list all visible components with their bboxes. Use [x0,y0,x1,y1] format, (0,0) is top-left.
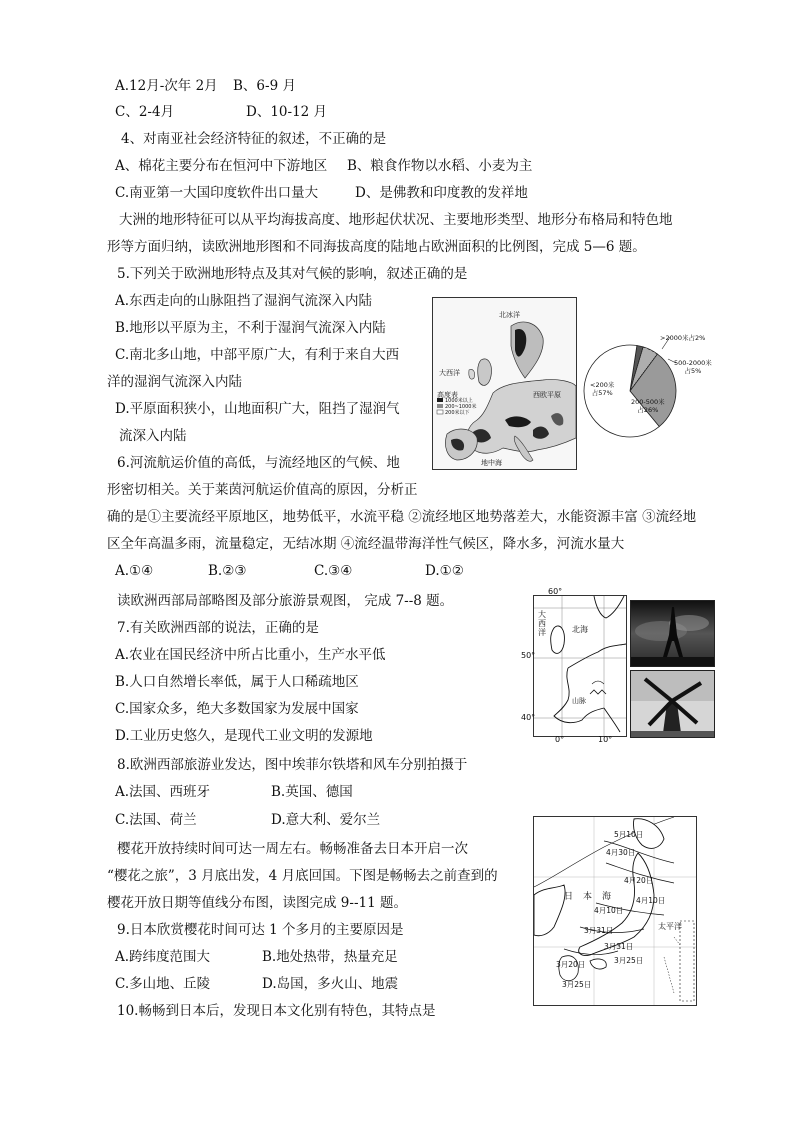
pie-label-lt200-pct: 占57% [591,389,613,397]
date-mar-31-south: 3月31日 [604,942,634,951]
lon-0-label: 0° [555,735,565,744]
option-8b: B.英国、德国 [271,784,353,800]
pie-label-lt200 [590,381,614,397]
intro-7-8: 读欧洲西部局部略图及部分旅游景观图， 完成 7--8 题。 [117,593,454,609]
option-3d: D、10-12 月 [246,104,328,120]
option-7a: A.农业在国民经济中所占比重小，生产水平低 [115,647,386,663]
date-apr-30: 4月30日 [606,848,636,857]
option-9b: B.地处热带，热量充足 [262,949,398,965]
pacific-label: 太平洋 [658,922,682,931]
west-europe-plain-label: 西欧平原 [533,391,561,399]
europe-map-drawing [433,298,576,469]
atlantic-label: 大西洋 [439,369,460,377]
option-8a: A.法国、西班牙 [115,784,211,800]
option-4a: A、棉花主要分布在恒河中下游地区 [115,158,328,174]
western-atlantic-label: 大西洋 [538,610,546,637]
intro-5-6-line1: 大洲的地形特征可以从平均海拔高度、地形起伏状况、主要地形类型、地形分布格局和特色地 [119,212,673,228]
option-5c-cont: 洋的湿润气流深入内陆 [107,374,242,390]
intro-5-6-line2: 形等方面归纳，读欧洲地形图和不同海拔高度的陆地占欧洲面积的比例图，完成 5—6 题。 [107,239,646,255]
date-apr-20: 4月20日 [624,876,654,885]
date-mar-25-east: 3月25日 [614,956,644,965]
option-3b: B、6-9 月 [233,78,296,94]
option-7d: D.工业历史悠久，是现代工业文明的发源地 [115,728,373,744]
date-mar-20: 3月20日 [556,960,586,969]
option-8c: C.法国、荷兰 [115,812,197,828]
intro-9-11-line1: 樱花开放持续时间可达一周左右。畅畅准备去日本开启一次 [117,841,468,857]
option-6a: A.①④ [115,563,154,579]
pie-label-200-500-range: 200-500米 [631,398,665,406]
question-7: 7.有关欧洲西部的说法，正确的是 [117,620,319,636]
windmill-photo [630,670,715,738]
mountains-label: 山脉 [572,697,586,705]
western-europe-drawing [534,596,626,736]
legend-item-2: 200~1000米 [445,404,477,410]
eiffel-tower-icon [631,601,714,666]
date-mar-31: 3月31日 [584,926,614,935]
date-mar-25-south: 3月25日 [562,980,592,989]
europe-terrain-map [432,297,577,470]
intro-9-11-line3: 樱花开放日期等值线分布图，读图完成 9--11 题。 [107,895,407,911]
pie-label-gt2000: >2000米占2% [660,334,706,342]
japan-cherry-blossom-map [533,816,697,1006]
arctic-ocean-label: 北冰洋 [499,311,520,319]
option-4d: D、是佛教和印度教的发祥地 [355,185,528,201]
question-6-line1: 6.河流航运价值的高低，与流经地区的气候、地 [117,455,400,471]
legend-item-1: 1000米以上 [445,398,473,404]
question-8: 8.欧洲西部旅游业发达，图中埃菲尔铁塔和风车分别拍摄于 [117,757,468,773]
lon-10-label: 10° [598,735,613,744]
option-9c: C.多山地、丘陵 [115,976,211,992]
option-7c: C.国家众多，绝大多数国家为发展中国家 [115,701,359,717]
lat-50-label: 50° [521,651,536,660]
date-apr-10: 4月10日 [594,906,624,915]
question-9: 9.日本欣赏樱花时间可达 1 个多月的主要原因是 [117,922,404,938]
legend-title: 高度表 [437,391,458,399]
option-5c: C.南北多山地，中部平原广大，有利于来自大西 [115,347,400,363]
elevation-pie-chart [578,325,738,455]
question-6-line2: 形密切相关。关于莱茵河航运价值高的原因，分析正 [107,482,418,498]
windmill-icon [631,671,714,737]
option-5b: B.地形以平原为主，不利于湿润气流深入内陆 [115,320,386,336]
lat-40-label: 40° [521,713,536,722]
option-6c: C.③④ [314,563,353,579]
option-5d: D.平原面积狭小，山地面积广大，阻挡了湿润气 [115,401,400,417]
north-sea-label: 北海 [572,625,588,634]
pie-label-500-2000 [674,359,712,375]
option-9a: A.跨纬度范围大 [115,949,211,965]
pie-label-200-500-pct: 占26% [637,406,659,414]
question-6-line3: 确的是①主要流经平原地区，地势低平，水流平稳 ②流经地区地势落差大，水能资源丰富 ③流经地 [107,509,697,525]
option-4b: B、粮食作物以水稻、小麦为主 [347,158,533,174]
question-4: 4、对南亚社会经济特征的叙述，不正确的是 [121,131,387,147]
question-5: 5.下列关于欧洲地形特点及其对气候的影响，叙述正确的是 [117,266,468,282]
western-europe-map [533,595,627,737]
option-7b: B.人口自然增长率低，属于人口稀疏地区 [115,674,359,690]
intro-9-11-line2: “樱花之旅”，3 月底出发，4 月底回国。下图是畅畅去之前查到的 [107,868,498,884]
pie-label-500-2000-pct: 占5% [684,367,702,375]
option-4c: C.南亚第一大国印度软件出口量大 [115,185,319,201]
question-6-line4: 区全年高温多雨，流量稳定，无结冰期 ④流经温带海洋性气候区，降水多，河流水量大 [107,536,625,552]
pie-label-500-2000-range: 500-2000米 [674,359,712,367]
option-9d: D.岛国，多火山、地震 [262,976,399,992]
pie-label-200-500 [631,398,665,414]
mediterranean-label: 地中海 [481,459,502,467]
option-6b: B.②③ [208,563,247,579]
lat-60-label: 60° [548,587,563,596]
date-may-10: 5月10日 [614,830,644,839]
question-10: 10.畅畅到日本后，发现日本文化别有特色，其特点是 [117,1003,436,1019]
option-5a: A.东西走向的山脉阻挡了湿润气流深入内陆 [115,293,373,309]
option-6d: D.①② [425,563,464,579]
date-apr-10-east: 4月10日 [636,896,666,905]
option-3c: C、2-4月 [115,104,175,120]
sea-of-japan-label: 日本海 [564,892,622,902]
option-5d-cont: 流深入内陆 [119,428,187,444]
eiffel-tower-photo [630,600,715,667]
pie-label-lt200-range: <200米 [590,381,615,389]
legend-item-3: 200米以下 [445,410,470,416]
option-3a: A.12月-次年 2月 [115,78,218,94]
option-8d: D.意大利、爱尔兰 [271,812,381,828]
